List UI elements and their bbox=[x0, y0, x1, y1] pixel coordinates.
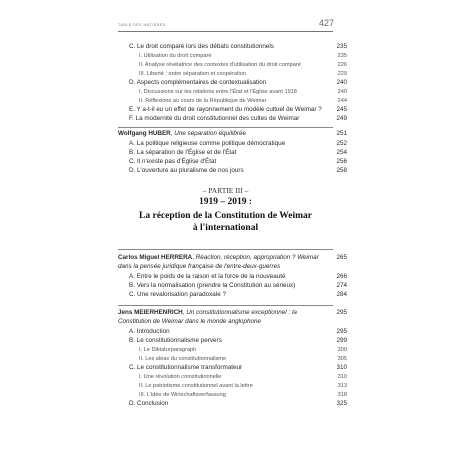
toc-entry-page: 245 bbox=[336, 106, 347, 113]
chapter-title: dans la pensée juridique française de l'entre-deux-guerres bbox=[118, 263, 281, 270]
toc-entry-page: 256 bbox=[336, 158, 347, 165]
toc-entry-page: 226 bbox=[337, 62, 347, 68]
toc-entry-label: F. La modernité du droit constitutionnel des cultes de Weimar bbox=[129, 115, 300, 122]
toc-entry-label: D. L'ouverture au pluralisme de nos jours bbox=[129, 167, 244, 174]
chapter-author: Carlos Miguel HERRERA bbox=[118, 254, 193, 261]
toc-entry-page: 325 bbox=[336, 400, 347, 407]
part-label: – PARTIE III – bbox=[202, 186, 249, 195]
toc-entry-label: C. Il n'existe pas d'Église d'État bbox=[129, 158, 217, 165]
toc-entry-page: 265 bbox=[336, 254, 347, 261]
toc-entry-page: 295 bbox=[336, 309, 347, 316]
toc-entry-page: 258 bbox=[336, 167, 347, 174]
chapter-title: Un constitutionnalisme exceptionnel : la bbox=[186, 309, 297, 316]
toc-entry-label: A. Entre le poids de la raison et la force de la nouveauté bbox=[129, 273, 286, 280]
section-divider bbox=[118, 249, 333, 250]
header-rule bbox=[118, 31, 333, 32]
toc-entry-page: 244 bbox=[337, 98, 347, 104]
page-number: 427 bbox=[319, 18, 335, 28]
part-title bbox=[118, 210, 333, 234]
toc-entry-page: 284 bbox=[336, 291, 347, 298]
toc-entry-page: 310 bbox=[337, 374, 347, 380]
toc-entry-label: I. Utilisation du droit comparé bbox=[139, 53, 212, 59]
toc-entry-page: 313 bbox=[337, 383, 347, 389]
part-title-line: La réception de la Constitution de Weimar bbox=[139, 211, 312, 221]
section-divider bbox=[118, 305, 333, 306]
toc-entry-label: II. Réflexions au cours de la République de Weimar bbox=[139, 98, 267, 104]
toc-entry-label: III. L'idée de Wirtschaftsverfassung bbox=[139, 392, 226, 398]
toc-entry-label: I. Discussions sur les relations entre l'État et l'Église avant 1918 bbox=[139, 89, 297, 95]
toc-entry-label: II. Le patriotisme constitutionnel avant la lettre bbox=[139, 383, 253, 389]
toc-entry-label: A. Introduction bbox=[129, 328, 170, 335]
toc-entry-page: 240 bbox=[336, 79, 347, 86]
toc-entry-page: 299 bbox=[336, 337, 347, 344]
toc-entry-label: B. Vers la normalisation (prendre la Constitution au sérieux) bbox=[129, 282, 296, 289]
part-years: 1919 – 2019 : bbox=[198, 197, 253, 207]
toc-entry-label: II. Analyse révélatrice des contextes d'utilisation du droit comparé bbox=[139, 62, 301, 68]
toc-entry-page: 274 bbox=[336, 282, 347, 289]
toc-entry-page: 266 bbox=[336, 273, 347, 280]
toc-entry-label: III. Liberté : entre séparation et coopération bbox=[139, 71, 246, 77]
toc-entry-label: D. Conclusion bbox=[129, 400, 169, 407]
toc-entry-page: 235 bbox=[337, 53, 347, 59]
toc-entry-page: 252 bbox=[336, 140, 347, 147]
running-head: TABLE DES MATIÈRES bbox=[118, 23, 166, 27]
toc-entry-page: 235 bbox=[336, 43, 347, 50]
toc-entry-page: 300 bbox=[337, 347, 347, 353]
toc-entry-page: 240 bbox=[337, 89, 347, 95]
toc-entry-label: C. Une revalorisation paradoxale ? bbox=[129, 291, 226, 298]
chapter-author: Jens MEIERHENRICH bbox=[118, 309, 183, 316]
toc-entry-page: 318 bbox=[337, 392, 347, 398]
toc-entry-page: 249 bbox=[336, 115, 347, 122]
toc-entry-label: A. La politique religieuse comme politique démocratique bbox=[129, 140, 286, 147]
toc-entry-label: C. Le constitutionnalisme transformateur bbox=[129, 364, 243, 371]
toc-entry-label: B. La séparation de l'Église et de l'État bbox=[129, 149, 237, 156]
chapter-title: Une séparation équilibrée bbox=[174, 130, 246, 137]
toc-entry-page: 229 bbox=[337, 71, 347, 77]
toc-entry-page: 305 bbox=[337, 356, 347, 362]
toc-entry-page: 251 bbox=[336, 130, 347, 137]
toc-entry-label: E. Y a-t-il eu un effet de rayonnement du modèle cultuel de Weimar ? bbox=[129, 106, 322, 113]
section-divider bbox=[118, 127, 333, 128]
toc-entry-label: II. Les aléas du constitutionnalisme bbox=[139, 356, 227, 362]
toc-entry-label: I. Le Diktaturparagraph bbox=[139, 347, 197, 353]
chapter-title: Réaction, réception, appropriation ? Weimar bbox=[195, 254, 319, 261]
toc-entry-label: B. Le constitutionnalisme pervers bbox=[129, 337, 222, 344]
chapter-title: Constitution de Weimar dans le monde anglophone bbox=[118, 318, 262, 325]
toc-entry-page: 295 bbox=[336, 328, 347, 335]
toc-entry-label: D. Aspects complémentaires de contextualisation bbox=[129, 79, 267, 86]
part-title-line: à l'international bbox=[192, 223, 259, 233]
toc-entry-page: 310 bbox=[336, 364, 347, 371]
toc-page: TABLE DES MATIÈRES 427 C. Le droit comparé lors des débats constitutionnels 235 I. Utilisation du droit comparé 235 II. Analyse révélatrice des contextes d'utilisation du droit comparé 226 III. Liberté : entre séparation et coopération 229 D. Aspects complémentaires de contextualisation 240 I. Discussions sur les relations entre l'État et l'Église avant 1918 240 II. Réflexions au cours de la République de Weimar 244 E. Y a-t-il eu un effet de rayonnement du modèle cultuel de Weimar ? 245 F. La modernité du droit constitutionnel des cultes de Weimar 249 Wolfgang HUBER, Une séparation équilibrée 251 A. La politique religieuse comme politique démocratique 252 B. La séparation de l'Église et de l'État 254 C. Il n'existe pas d'Église d'État 256 D. L'ouverture au pluralisme de nos jours 258 – PARTIE III – 1919 – 2019 : La réception de la Constitution de Weimar à l'international Carlos Miguel HERRERA, Réaction, réception, appropriation ? Weimar 265 dans la pensée juridique française de l'entre-deux-guerres A. Entre le poids de la raison et la force de la nouveauté 266 B. Vers la normalisation (prendre la Constitution au sérieux) 274 C. Une revalorisation paradoxale ? 284 Jens MEIERHENRICH, Un constitutionnalisme exceptionnel : la 295 Constitution de Weimar dans le monde anglophone A. Introduction 295 B. Le constitutionnalisme pervers 299 I. Le Diktaturparagraph 300 II. Les aléas du constitutionnalisme 305 C. Le constitutionnalisme transformateur 310 I. Une révolution constitutionnelle 310 II. Le patriotisme constitutionnel avant la lettre 313 III. L'idée de Wirtschaftsverfassung 318 D. Conclusion 325 bbox=[118, 18, 347, 407]
toc-entry-label: I. Une révolution constitutionnelle bbox=[139, 374, 222, 380]
toc-entry-label: C. Le droit comparé lors des débats constitutionnels bbox=[129, 43, 274, 50]
toc-entry-page: 254 bbox=[336, 149, 347, 156]
chapter-author: Wolfgang HUBER bbox=[118, 130, 171, 137]
